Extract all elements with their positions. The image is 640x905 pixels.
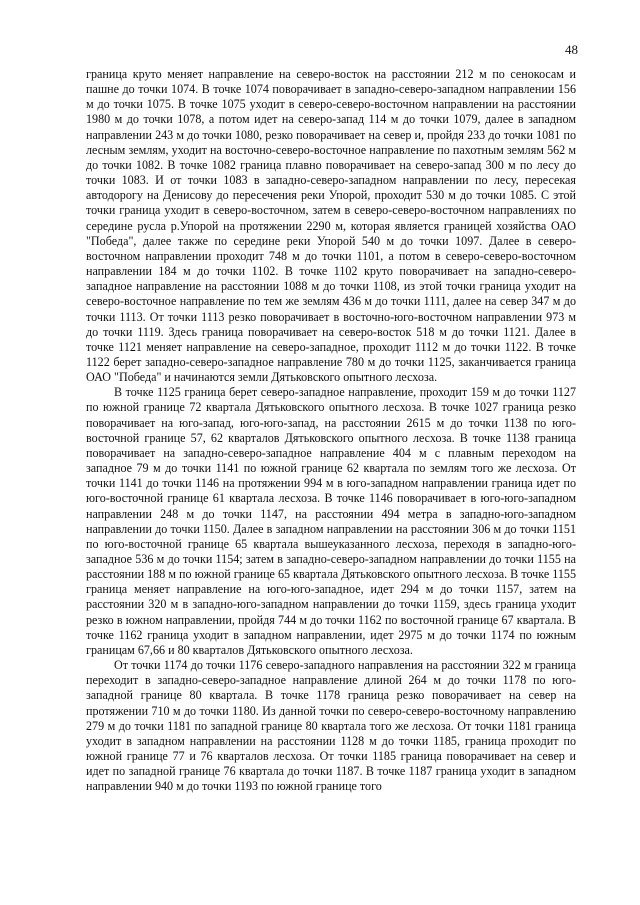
paragraph-3: От точки 1174 до точки 1176 северо-западного направления на расстоянии 322 м граница переходит в западно-северо-западное направление длиной 264 м до точки 1178 по юго-западной границе 80 квартала. В точке 1178 граница резко поворачивает на север на протяжении 710 м до точки 1180. Из данной точки по северо-северо-восточному направлению 279 м до точки 1181 по западной границе 80 квартала того же лесхоза. От точки 1181 граница уходит в западном направлении на расстоянии 1128 м до точки 1185, граница проходит по южной границе 77 и 76 кварталов лесхоза. От точки 1185 граница поворачивает на север и идет по западной границе 76 квартала до точки 1187. В точке 1187 граница уходит в западном направлении 940 м до точки 1193 по южной границе того bbox=[86, 658, 576, 794]
paragraph-1: граница круто меняет направление на северо-восток на расстоянии 212 м по сенокосам и пашне до точки 1074. В точке 1074 поворачивает в западно-северо-западном направлении 156 м до точки 1075. В точке 1075 уходит в северо-северо-восточном направлении на расстоянии 1980 м до точки 1078, а потом идет на северо-запад 114 м до точки 1079, далее в западном направлении 243 м до точки 1080, резко поворачивает на север и, пройдя 233 до точки 1081 по лесным землям, уходит на восточно-северо-восточное направление по пахотным землям 562 м до точки 1082. В точке 1082 граница плавно поворачивает на северо-запад 300 м по лесу до точки 1083. И от точки 1083 в западно-северо-западном направлении по лесу, пересекая автодорогу на Денисову до пересечения реки Упорой, проходит 530 м до точки 1085. С этой точки граница уходит в северо-восточном, затем в северо-северо-восточном направлениях по середине русла р.Упорой на протяжении 2290 м, которая является границей хозяйства ОАО "Победа", далее также по середине реки Упорой 540 м до точки 1097. Далее в северо-восточном направлении проходит 748 м до точки 1101, а потом в северо-северо-восточном направлении 184 м до точки 1102. В точке 1102 круто поворачивает на западно-северо-западное направление на расстоянии 1088 м до точки 1108, из этой точки граница уходит на северо-восточное направление по тем же землям 436 м до точки 1111, далее на север 347 м до точки 1113. От точки 1113 резко поворачивает в восточно-юго-восточном направлении 973 м до точки 1119. Здесь граница поворачивает на северо-восток 518 м до точки 1121. Далее в точке 1121 меняет направление на северо-западное, проходит 1112 м до точки 1122. В точке 1122 берет западно-северо-западное направление 780 м до точки 1125, заканчивается граница ОАО "Победа" и начинаются земли Дятьковского опытного лесхоза. bbox=[86, 67, 576, 385]
page-number: 48 bbox=[565, 42, 578, 57]
paragraph-2: В точке 1125 граница берет северо-западное направление, проходит 159 м до точки 1127 по южной границе 72 квартала Дятьковского опытного лесхоза. В точке 1027 граница резко поворачивает на юго-запад, юго-юго-запад, на расстоянии 2615 м до точки 1138 по юго-восточной границе 57, 62 кварталов Дятьковского опытного лесхоза. В точке 1138 граница поворачивает на западно-северо-западное направление 404 м с плавным переходом на западное 79 м до точки 1141 по южной границе 62 квартала по землям того же лесхоза. От точки 1141 до точки 1146 на протяжении 994 м в юго-западном направлении граница идет по юго-восточной границе 61 квартала лесхоза. В точке 1146 поворачивает в юго-юго-западном направлении 248 м до точки 1147, на расстоянии 494 метра в западно-юго-западном направлении до точки 1150. Далее в западном направлении на расстоянии 306 м до точки 1151 по юго-восточной границе 65 квартала вышеуказанного лесхоза, переходя в западно-юго-западное 536 м до точки 1154; затем в западно-северо-западном направлении до точки 1155 на расстоянии 188 м по южной границе 65 квартала Дятьковского опытного лесхоза. В точке 1155 граница меняет направление на юго-юго-западное, идет 294 м до точки 1157, затем на расстоянии 320 м в западно-юго-западном направлении до точки 1159, здесь граница уходит резко в южном направлении, пройдя 744 м до точки 1162 по восточной границе 67 квартала. В точке 1162 граница уходит в западном направлении, идет 2975 м до точки 1174 по южным границам 67,66 и 80 кварталов Дятьковского опытного лесхоза. bbox=[86, 385, 576, 657]
document-body bbox=[86, 67, 576, 795]
